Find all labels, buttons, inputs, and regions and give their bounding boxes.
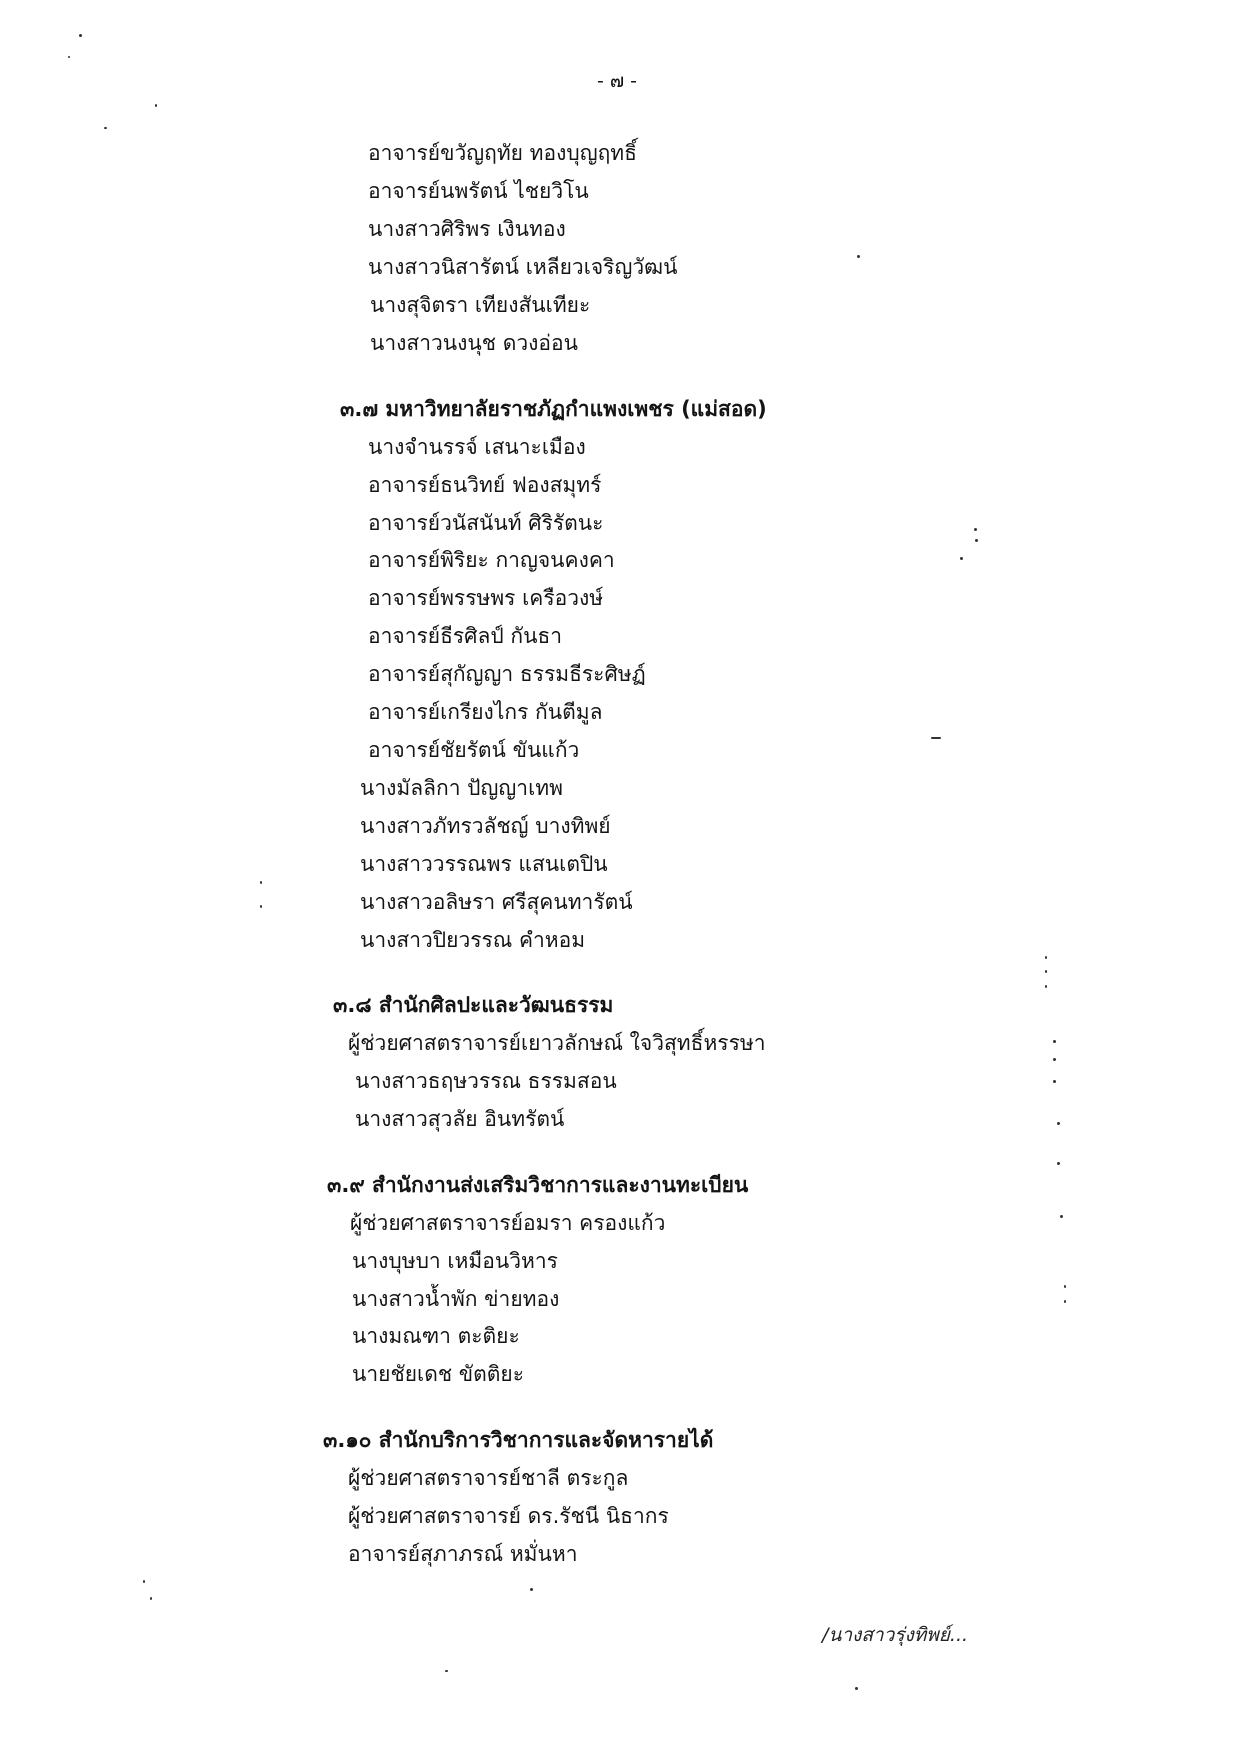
list-item: นายชัยเดช ขัตติยะ <box>352 1362 524 1386</box>
continuation-note: /นางสาวรุ่งทิพย์... <box>822 1624 969 1646</box>
scan-speck <box>1064 1285 1066 1288</box>
scan-speck <box>260 905 262 908</box>
scan-speck <box>857 255 860 258</box>
list-item: ผู้ช่วยศาสตราจารย์ชาลี ตระกูล <box>348 1466 629 1490</box>
page-number: - ๗ - <box>596 70 638 92</box>
list-item: อาจารย์สุภาภรณ์ หมั่นหา <box>348 1542 578 1566</box>
scan-speck <box>104 127 107 129</box>
scan-speck <box>1064 1300 1066 1303</box>
scan-speck <box>1057 1122 1060 1125</box>
list-item: นางสาวน้ำพัก ข่ายทอง <box>352 1287 560 1311</box>
scan-speck <box>445 1670 448 1672</box>
scan-speck <box>150 1597 152 1600</box>
list-item: อาจารย์ขวัญฤทัย ทองบุญฤทธิ์ <box>368 141 637 165</box>
list-item: อาจารย์ธนวิทย์ ฟองสมุทร์ <box>368 473 602 497</box>
list-item: นางสาววรรณพร แสนเตปิน <box>360 852 608 876</box>
list-item: อาจารย์วนัสนันท์ ศิริรัตนะ <box>368 511 604 535</box>
list-item: อาจารย์ธีรศิลป์ กันธา <box>368 624 563 648</box>
scan-speck <box>855 1687 858 1690</box>
list-item: อาจารย์เกรียงไกร กันตีมูล <box>368 700 603 724</box>
list-item: นางบุษบา เหมือนวิหาร <box>352 1249 558 1273</box>
scan-speck <box>68 56 70 58</box>
section-heading: ๓.๘ สำนักศิลปะและวัฒนธรรม <box>333 993 614 1017</box>
list-item: นางมณฑา ตะติยะ <box>352 1324 520 1348</box>
scan-speck <box>143 1580 145 1583</box>
scan-speck <box>1045 956 1047 959</box>
list-item: นางสาวสุวลัย อินทรัตน์ <box>355 1107 565 1131</box>
list-item: นางสาวนิสารัตน์ เหลียวเจริญวัฒน์ <box>368 255 678 279</box>
scan-speck <box>260 881 262 884</box>
section-heading: ๓.๗ มหาวิทยาลัยราชภัฏกำแพงเพชร (แม่สอด) <box>340 397 767 421</box>
list-item: นางสาวภัทรวลัชญ์ บางทิพย์ <box>360 814 611 838</box>
list-item: นางสาวศิริพร เงินทอง <box>368 217 566 241</box>
list-item: อาจารย์นพรัตน์ ไชยวิโน <box>368 179 589 203</box>
list-item: อาจารย์สุกัญญา ธรรมธีระศิษฏ์ <box>368 662 646 686</box>
list-item: อาจารย์พิริยะ กาญจนคงคา <box>368 548 615 572</box>
list-item: นางสุจิตรา เทียงสันเทียะ <box>370 293 591 317</box>
scan-speck <box>1053 1040 1056 1043</box>
scan-speck <box>1057 1162 1060 1165</box>
list-item: นางสาวอลิษรา ศรีสุคนทารัตน์ <box>360 890 633 914</box>
scan-speck <box>1060 1215 1063 1218</box>
section-heading: ๓.๑๐ สำนักบริการวิชาการและจัดหารายได้ <box>323 1428 714 1452</box>
scan-speck <box>974 528 977 531</box>
scan-speck <box>1045 970 1047 973</box>
scan-speck <box>975 539 978 542</box>
scan-speck <box>931 737 941 739</box>
list-item: นางมัลลิกา ปัญญาเทพ <box>360 776 563 800</box>
list-item: อาจารย์พรรษพร เครือวงษ์ <box>368 586 604 610</box>
scan-speck <box>1053 1080 1056 1083</box>
list-item: ผู้ช่วยศาสตราจารย์เยาวลักษณ์ ใจวิสุทธิ์หรรษา <box>348 1031 766 1055</box>
scan-speck <box>1053 1058 1056 1061</box>
scan-speck <box>1045 985 1047 988</box>
list-item: นางสาวธฤษวรรณ ธรรมสอน <box>355 1069 617 1093</box>
list-item: อาจารย์ชัยรัตน์ ขันแก้ว <box>368 738 580 762</box>
section-heading: ๓.๙ สำนักงานส่งเสริมวิชาการและงานทะเบียน <box>327 1173 749 1197</box>
scan-speck <box>79 34 82 37</box>
list-item: ผู้ช่วยศาสตราจารย์อมรา ครองแก้ว <box>350 1211 666 1235</box>
scan-speck <box>530 1588 533 1591</box>
list-item: นางสาวนงนุช ดวงอ่อน <box>370 331 578 355</box>
list-item: ผู้ช่วยศาสตราจารย์ ดร.รัชนี นิธากร <box>348 1504 669 1528</box>
scan-speck <box>155 104 157 107</box>
list-item: นางจำนรรจ์ เสนาะเมือง <box>368 435 586 459</box>
scan-speck <box>960 557 963 560</box>
list-item: นางสาวปิยวรรณ คำหอม <box>360 928 586 952</box>
